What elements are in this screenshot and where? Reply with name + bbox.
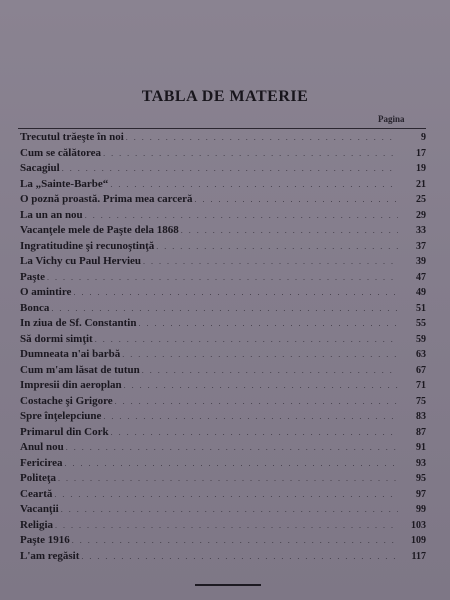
dot-leader xyxy=(122,350,398,359)
toc-entry-page: 39 xyxy=(416,256,426,267)
toc-entry xyxy=(20,550,426,566)
dot-leader xyxy=(72,536,398,545)
dot-leader xyxy=(58,474,398,483)
toc-entry-title: Cum m'am lăsat de tutun xyxy=(20,363,140,376)
toc-entry-title: Religia xyxy=(20,518,53,531)
toc-entry-page: 97 xyxy=(416,488,426,500)
toc-entry-title: Bonca xyxy=(20,301,50,314)
toc-entry-title: La un an nou xyxy=(20,208,83,221)
toc-entry xyxy=(20,162,426,178)
toc-entry-title: Impresii din aeroplan xyxy=(20,379,122,391)
toc-entry-page: 67 xyxy=(416,364,426,376)
toc-entry-page: 59 xyxy=(416,333,426,345)
toc-entry xyxy=(20,333,426,349)
toc-entry-page: 93 xyxy=(416,457,426,469)
toc-entry-title: Spre înţelepciune xyxy=(20,410,102,422)
toc-entry-title: Politeţa xyxy=(20,472,57,484)
toc-entry-page: 21 xyxy=(416,178,426,190)
toc-entry xyxy=(20,519,426,535)
dot-leader xyxy=(85,211,398,220)
dot-leader xyxy=(115,397,398,406)
toc-entry-page: 47 xyxy=(416,271,426,283)
toc-entry-page: 29 xyxy=(416,209,426,221)
toc-entry-page: 37 xyxy=(416,240,426,252)
toc-entry-title: Anul nou xyxy=(20,441,64,453)
toc-entry xyxy=(20,193,426,209)
dot-leader xyxy=(111,428,398,437)
toc-entry-page: 25 xyxy=(416,194,426,205)
toc-entry xyxy=(20,503,426,519)
toc-entry-title: Paşte 1916 xyxy=(20,534,70,546)
toc-entry-title: O poznă proastă. Prima mea carceră xyxy=(20,193,193,205)
toc-entry-title: Cum se călătorea xyxy=(20,146,102,159)
dot-leader xyxy=(156,242,398,251)
toc-entry xyxy=(20,317,426,333)
toc-entry xyxy=(20,271,426,287)
toc-entry-title: Primarul din Cork xyxy=(20,425,109,438)
dot-leader xyxy=(65,459,398,468)
dot-leader xyxy=(124,381,398,390)
dot-leader xyxy=(143,257,398,266)
toc-entry-title: La „Sainte-Barbe“ xyxy=(20,177,109,190)
toc-entry-page: 75 xyxy=(416,395,426,407)
dot-leader xyxy=(181,226,398,235)
dot-leader xyxy=(138,319,398,328)
toc-entry-title: In ziua de Sf. Constantin xyxy=(20,317,137,329)
toc-entry-title: La Vichy cu Paul Hervieu xyxy=(20,255,141,267)
dot-leader xyxy=(73,288,398,297)
toc-entry-title: Vacanţele mele de Paşte dela 1868 xyxy=(20,224,179,236)
toc-entry xyxy=(20,426,426,442)
toc-entry-page: 83 xyxy=(416,411,426,422)
dot-leader xyxy=(55,521,398,530)
toc-entry xyxy=(20,364,426,380)
toc-entry-page: 91 xyxy=(416,442,426,453)
dot-leader xyxy=(47,273,398,282)
toc-entry-title: Vacanţii xyxy=(20,503,59,515)
dot-leader xyxy=(142,366,398,375)
dot-leader xyxy=(61,505,398,514)
dot-leader xyxy=(66,443,398,452)
toc-entry xyxy=(20,395,426,411)
toc-entry-page: 87 xyxy=(416,426,426,438)
page-column-header: Pagina xyxy=(378,114,405,124)
toc-entry-title: Costache şi Grigore xyxy=(20,394,113,407)
toc-entry-title: L'am regăsit xyxy=(20,549,80,562)
dot-leader xyxy=(110,180,398,189)
toc-entry-page: 49 xyxy=(416,287,426,298)
toc-entry-title: Fericirea xyxy=(20,456,63,469)
toc-entry xyxy=(20,131,426,147)
toc-entry-title: Paşte xyxy=(20,270,46,283)
dot-leader xyxy=(103,149,398,158)
dot-leader xyxy=(51,304,398,313)
toc-entry xyxy=(20,534,426,550)
toc-entry xyxy=(20,348,426,364)
toc-entry xyxy=(20,240,426,256)
header-divider xyxy=(18,128,426,129)
dot-leader xyxy=(81,552,398,561)
toc-entry xyxy=(20,441,426,457)
dot-leader xyxy=(126,133,398,142)
toc-entry xyxy=(20,147,426,163)
toc-entry-page: 17 xyxy=(416,147,426,159)
toc-entry-page: 109 xyxy=(411,535,426,546)
toc-entry xyxy=(20,286,426,302)
table-of-contents xyxy=(20,131,426,565)
bottom-divider xyxy=(195,584,261,586)
toc-entry xyxy=(20,209,426,225)
dot-leader xyxy=(62,164,398,173)
toc-entry xyxy=(20,472,426,488)
toc-entry-page: 99 xyxy=(416,504,426,515)
toc-entry-page: 19 xyxy=(416,163,426,174)
toc-entry-page: 95 xyxy=(416,473,426,484)
toc-entry xyxy=(20,178,426,194)
toc-entry-page: 9 xyxy=(421,132,426,143)
toc-entry xyxy=(20,488,426,504)
toc-entry-page: 33 xyxy=(416,225,426,236)
toc-entry xyxy=(20,302,426,318)
toc-entry-page: 103 xyxy=(411,519,426,531)
toc-entry-title: Să dormi simţit xyxy=(20,332,93,345)
dot-leader xyxy=(195,195,399,204)
toc-entry-title: O amintire xyxy=(20,286,72,298)
toc-entry xyxy=(20,457,426,473)
toc-entry xyxy=(20,410,426,426)
toc-entry-title: Sacagiul xyxy=(20,162,60,174)
toc-entry-title: Ceartă xyxy=(20,487,53,500)
toc-entry-page: 55 xyxy=(416,318,426,329)
page-title: TABLA DE MATERIE xyxy=(141,88,309,105)
toc-entry xyxy=(20,379,426,395)
toc-entry-title: Trecutul trăeşte în noi xyxy=(20,131,124,143)
toc-entry-title: Dumneata n'ai barbă xyxy=(20,348,121,360)
dot-leader xyxy=(103,412,398,421)
dot-leader xyxy=(95,335,398,344)
toc-entry-page: 63 xyxy=(416,349,426,360)
toc-entry-page: 71 xyxy=(416,380,426,391)
toc-entry xyxy=(20,255,426,271)
toc-entry-page: 51 xyxy=(416,302,426,314)
dot-leader xyxy=(54,490,398,499)
toc-entry-page: 117 xyxy=(411,550,426,562)
toc-entry-title: Ingratitudine şi recunoştinţă xyxy=(20,239,155,252)
toc-entry xyxy=(20,224,426,240)
